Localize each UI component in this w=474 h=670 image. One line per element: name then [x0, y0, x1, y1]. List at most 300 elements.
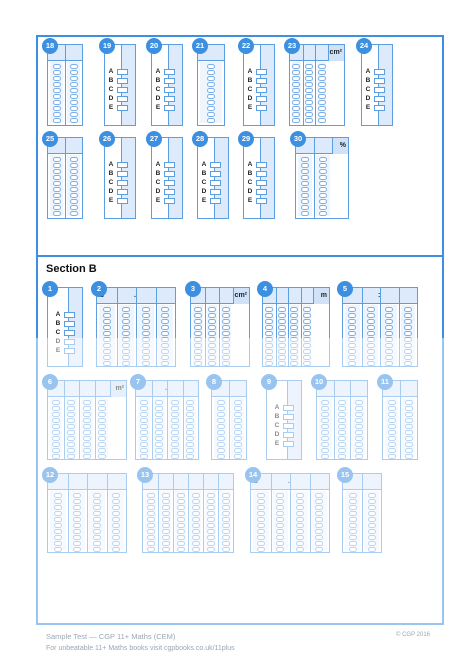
digit-bubble[interactable]	[355, 454, 363, 459]
digit-bubble[interactable]	[155, 400, 163, 405]
digit-bubble[interactable]	[161, 349, 169, 354]
digit-bubble[interactable]	[83, 430, 91, 435]
digit-bubble[interactable]	[405, 400, 413, 405]
digit-bubble[interactable]	[73, 547, 81, 552]
option-box-d[interactable]	[164, 96, 175, 102]
digit-bubble[interactable]	[296, 547, 304, 552]
digit-bubble[interactable]	[355, 442, 363, 447]
digit-bubble[interactable]	[368, 511, 376, 516]
option-box-b[interactable]	[64, 321, 75, 327]
digit-bubble[interactable]	[54, 493, 62, 498]
digit-bubble[interactable]	[355, 436, 363, 441]
digit-bubble[interactable]	[217, 400, 225, 405]
digit-bubble[interactable]	[73, 535, 81, 540]
digit-bubble[interactable]	[83, 436, 91, 441]
digit-bubble[interactable]	[93, 535, 101, 540]
option-box-d[interactable]	[283, 432, 294, 438]
digit-bubble[interactable]	[305, 112, 313, 117]
option-box-b[interactable]	[256, 171, 267, 177]
option-box-d[interactable]	[256, 96, 267, 102]
digit-bubble[interactable]	[53, 64, 61, 69]
digit-bubble[interactable]	[162, 541, 170, 546]
digit-bubble[interactable]	[155, 412, 163, 417]
digit-bubble[interactable]	[140, 424, 148, 429]
digit-bubble[interactable]	[301, 181, 309, 186]
digit-bubble[interactable]	[67, 424, 75, 429]
digit-bubble[interactable]	[368, 535, 376, 540]
digit-bubble[interactable]	[234, 418, 242, 423]
digit-bubble[interactable]	[405, 418, 413, 423]
digit-bubble[interactable]	[265, 349, 273, 354]
digit-bubble[interactable]	[303, 331, 311, 336]
digit-bubble[interactable]	[276, 505, 284, 510]
digit-bubble[interactable]	[112, 493, 120, 498]
digit-bubble[interactable]	[155, 454, 163, 459]
digit-bubble[interactable]	[318, 106, 326, 111]
digit-bubble[interactable]	[296, 511, 304, 516]
digit-bubble[interactable]	[171, 400, 179, 405]
digit-bubble[interactable]	[53, 100, 61, 105]
digit-bubble[interactable]	[276, 511, 284, 516]
digit-bubble[interactable]	[186, 454, 194, 459]
option-box-c[interactable]	[256, 87, 267, 93]
digit-bubble[interactable]	[388, 442, 396, 447]
option-box-a[interactable]	[374, 69, 385, 75]
digit-bubble[interactable]	[70, 100, 78, 105]
digit-bubble[interactable]	[349, 523, 357, 528]
digit-bubble[interactable]	[319, 175, 327, 180]
digit-bubble[interactable]	[122, 331, 130, 336]
digit-bubble[interactable]	[73, 493, 81, 498]
digit-bubble[interactable]	[319, 205, 327, 210]
digit-bubble[interactable]	[194, 361, 202, 366]
digit-bubble[interactable]	[303, 361, 311, 366]
option-box-a[interactable]	[64, 312, 75, 318]
digit-bubble[interactable]	[368, 547, 376, 552]
digit-bubble[interactable]	[303, 337, 311, 342]
digit-bubble[interactable]	[83, 418, 91, 423]
digit-bubble[interactable]	[103, 307, 111, 312]
digit-bubble[interactable]	[367, 307, 375, 312]
digit-bubble[interactable]	[208, 355, 216, 360]
digit-bubble[interactable]	[186, 448, 194, 453]
digit-bubble[interactable]	[222, 523, 230, 528]
digit-bubble[interactable]	[140, 442, 148, 447]
digit-bubble[interactable]	[103, 319, 111, 324]
digit-bubble[interactable]	[338, 454, 346, 459]
digit-bubble[interactable]	[73, 517, 81, 522]
digit-bubble[interactable]	[321, 400, 329, 405]
digit-bubble[interactable]	[142, 325, 150, 330]
digit-bubble[interactable]	[53, 187, 61, 192]
digit-bubble[interactable]	[301, 157, 309, 162]
digit-bubble[interactable]	[278, 313, 286, 318]
digit-bubble[interactable]	[222, 547, 230, 552]
digit-bubble[interactable]	[234, 400, 242, 405]
digit-bubble[interactable]	[208, 319, 216, 324]
digit-bubble[interactable]	[257, 499, 265, 504]
digit-bubble[interactable]	[142, 343, 150, 348]
digit-bubble[interactable]	[222, 505, 230, 510]
digit-bubble[interactable]	[217, 412, 225, 417]
digit-bubble[interactable]	[83, 424, 91, 429]
digit-bubble[interactable]	[194, 331, 202, 336]
digit-bubble[interactable]	[319, 169, 327, 174]
digit-bubble[interactable]	[348, 331, 356, 336]
digit-bubble[interactable]	[349, 541, 357, 546]
digit-bubble[interactable]	[217, 430, 225, 435]
digit-bubble[interactable]	[278, 307, 286, 312]
digit-bubble[interactable]	[265, 331, 273, 336]
digit-bubble[interactable]	[388, 406, 396, 411]
digit-bubble[interactable]	[338, 412, 346, 417]
digit-bubble[interactable]	[290, 343, 298, 348]
digit-bubble[interactable]	[234, 442, 242, 447]
digit-bubble[interactable]	[171, 436, 179, 441]
option-box-e[interactable]	[210, 198, 221, 204]
digit-bubble[interactable]	[222, 331, 230, 336]
digit-bubble[interactable]	[321, 406, 329, 411]
digit-bubble[interactable]	[276, 541, 284, 546]
digit-bubble[interactable]	[405, 412, 413, 417]
option-box-e[interactable]	[164, 198, 175, 204]
digit-bubble[interactable]	[93, 505, 101, 510]
digit-bubble[interactable]	[404, 307, 412, 312]
digit-bubble[interactable]	[318, 76, 326, 81]
digit-bubble[interactable]	[98, 424, 106, 429]
digit-bubble[interactable]	[348, 355, 356, 360]
digit-bubble[interactable]	[355, 412, 363, 417]
option-box-c[interactable]	[210, 180, 221, 186]
digit-bubble[interactable]	[122, 355, 130, 360]
option-box-c[interactable]	[117, 87, 128, 93]
digit-bubble[interactable]	[348, 361, 356, 366]
digit-bubble[interactable]	[140, 418, 148, 423]
digit-bubble[interactable]	[103, 313, 111, 318]
digit-bubble[interactable]	[303, 343, 311, 348]
digit-bubble[interactable]	[83, 442, 91, 447]
digit-bubble[interactable]	[278, 355, 286, 360]
digit-bubble[interactable]	[265, 325, 273, 330]
digit-bubble[interactable]	[367, 355, 375, 360]
option-box-b[interactable]	[210, 171, 221, 177]
digit-bubble[interactable]	[54, 541, 62, 546]
digit-bubble[interactable]	[53, 205, 61, 210]
digit-bubble[interactable]	[405, 436, 413, 441]
option-box-a[interactable]	[283, 405, 294, 411]
digit-bubble[interactable]	[385, 349, 393, 354]
digit-bubble[interactable]	[257, 529, 265, 534]
digit-bubble[interactable]	[292, 82, 300, 87]
digit-bubble[interactable]	[257, 535, 265, 540]
option-box-e[interactable]	[256, 105, 267, 111]
digit-bubble[interactable]	[103, 361, 111, 366]
digit-bubble[interactable]	[98, 418, 106, 423]
digit-bubble[interactable]	[103, 331, 111, 336]
digit-bubble[interactable]	[142, 331, 150, 336]
digit-bubble[interactable]	[265, 319, 273, 324]
digit-bubble[interactable]	[367, 337, 375, 342]
digit-bubble[interactable]	[257, 517, 265, 522]
digit-bubble[interactable]	[53, 106, 61, 111]
digit-bubble[interactable]	[142, 361, 150, 366]
digit-bubble[interactable]	[192, 541, 200, 546]
digit-bubble[interactable]	[292, 70, 300, 75]
digit-bubble[interactable]	[207, 118, 215, 123]
digit-bubble[interactable]	[147, 505, 155, 510]
digit-bubble[interactable]	[52, 400, 60, 405]
digit-bubble[interactable]	[207, 106, 215, 111]
digit-bubble[interactable]	[103, 325, 111, 330]
digit-bubble[interactable]	[53, 199, 61, 204]
digit-bubble[interactable]	[234, 424, 242, 429]
digit-bubble[interactable]	[103, 349, 111, 354]
digit-bubble[interactable]	[73, 523, 81, 528]
digit-bubble[interactable]	[290, 313, 298, 318]
digit-bubble[interactable]	[70, 118, 78, 123]
digit-bubble[interactable]	[194, 349, 202, 354]
digit-bubble[interactable]	[186, 436, 194, 441]
digit-bubble[interactable]	[147, 499, 155, 504]
digit-bubble[interactable]	[319, 157, 327, 162]
digit-bubble[interactable]	[53, 112, 61, 117]
digit-bubble[interactable]	[388, 412, 396, 417]
digit-bubble[interactable]	[349, 511, 357, 516]
digit-bubble[interactable]	[207, 100, 215, 105]
digit-bubble[interactable]	[98, 442, 106, 447]
digit-bubble[interactable]	[318, 88, 326, 93]
digit-bubble[interactable]	[54, 499, 62, 504]
digit-bubble[interactable]	[140, 406, 148, 411]
digit-bubble[interactable]	[122, 343, 130, 348]
digit-bubble[interactable]	[147, 529, 155, 534]
digit-bubble[interactable]	[52, 436, 60, 441]
digit-bubble[interactable]	[404, 361, 412, 366]
digit-bubble[interactable]	[142, 307, 150, 312]
option-box-e[interactable]	[117, 105, 128, 111]
digit-bubble[interactable]	[186, 442, 194, 447]
digit-bubble[interactable]	[318, 70, 326, 75]
digit-bubble[interactable]	[388, 400, 396, 405]
digit-bubble[interactable]	[192, 535, 200, 540]
digit-bubble[interactable]	[315, 529, 323, 534]
digit-bubble[interactable]	[278, 319, 286, 324]
digit-bubble[interactable]	[338, 448, 346, 453]
digit-bubble[interactable]	[388, 436, 396, 441]
digit-bubble[interactable]	[194, 313, 202, 318]
digit-bubble[interactable]	[70, 199, 78, 204]
digit-bubble[interactable]	[70, 187, 78, 192]
digit-bubble[interactable]	[147, 541, 155, 546]
digit-bubble[interactable]	[70, 112, 78, 117]
digit-bubble[interactable]	[222, 517, 230, 522]
digit-bubble[interactable]	[53, 70, 61, 75]
digit-bubble[interactable]	[321, 442, 329, 447]
digit-bubble[interactable]	[52, 406, 60, 411]
digit-bubble[interactable]	[83, 412, 91, 417]
digit-bubble[interactable]	[54, 547, 62, 552]
digit-bubble[interactable]	[161, 313, 169, 318]
digit-bubble[interactable]	[290, 361, 298, 366]
digit-bubble[interactable]	[83, 400, 91, 405]
digit-bubble[interactable]	[177, 529, 185, 534]
digit-bubble[interactable]	[234, 454, 242, 459]
digit-bubble[interactable]	[405, 448, 413, 453]
digit-bubble[interactable]	[405, 454, 413, 459]
digit-bubble[interactable]	[171, 412, 179, 417]
digit-bubble[interactable]	[147, 523, 155, 528]
option-box-c[interactable]	[374, 87, 385, 93]
option-box-b[interactable]	[164, 171, 175, 177]
digit-bubble[interactable]	[222, 361, 230, 366]
digit-bubble[interactable]	[147, 547, 155, 552]
digit-bubble[interactable]	[162, 505, 170, 510]
digit-bubble[interactable]	[292, 106, 300, 111]
digit-bubble[interactable]	[192, 547, 200, 552]
option-box-a[interactable]	[164, 162, 175, 168]
digit-bubble[interactable]	[70, 181, 78, 186]
digit-bubble[interactable]	[385, 355, 393, 360]
digit-bubble[interactable]	[222, 343, 230, 348]
digit-bubble[interactable]	[140, 400, 148, 405]
digit-bubble[interactable]	[52, 430, 60, 435]
digit-bubble[interactable]	[67, 454, 75, 459]
digit-bubble[interactable]	[83, 406, 91, 411]
digit-bubble[interactable]	[161, 325, 169, 330]
option-box-d[interactable]	[117, 96, 128, 102]
digit-bubble[interactable]	[290, 331, 298, 336]
digit-bubble[interactable]	[318, 118, 326, 123]
digit-bubble[interactable]	[162, 535, 170, 540]
digit-bubble[interactable]	[140, 454, 148, 459]
digit-bubble[interactable]	[338, 400, 346, 405]
digit-bubble[interactable]	[385, 313, 393, 318]
digit-bubble[interactable]	[321, 418, 329, 423]
digit-bubble[interactable]	[222, 349, 230, 354]
digit-bubble[interactable]	[53, 76, 61, 81]
digit-bubble[interactable]	[177, 517, 185, 522]
digit-bubble[interactable]	[348, 307, 356, 312]
digit-bubble[interactable]	[162, 523, 170, 528]
digit-bubble[interactable]	[305, 100, 313, 105]
digit-bubble[interactable]	[290, 355, 298, 360]
digit-bubble[interactable]	[404, 355, 412, 360]
digit-bubble[interactable]	[54, 505, 62, 510]
digit-bubble[interactable]	[222, 529, 230, 534]
digit-bubble[interactable]	[73, 541, 81, 546]
digit-bubble[interactable]	[112, 511, 120, 516]
digit-bubble[interactable]	[53, 169, 61, 174]
digit-bubble[interactable]	[171, 448, 179, 453]
digit-bubble[interactable]	[186, 430, 194, 435]
digit-bubble[interactable]	[112, 523, 120, 528]
digit-bubble[interactable]	[186, 424, 194, 429]
digit-bubble[interactable]	[348, 319, 356, 324]
digit-bubble[interactable]	[338, 418, 346, 423]
digit-bubble[interactable]	[112, 517, 120, 522]
digit-bubble[interactable]	[301, 211, 309, 216]
digit-bubble[interactable]	[70, 64, 78, 69]
digit-bubble[interactable]	[276, 547, 284, 552]
digit-bubble[interactable]	[162, 499, 170, 504]
digit-bubble[interactable]	[103, 337, 111, 342]
digit-bubble[interactable]	[290, 349, 298, 354]
digit-bubble[interactable]	[405, 442, 413, 447]
digit-bubble[interactable]	[305, 118, 313, 123]
digit-bubble[interactable]	[93, 517, 101, 522]
option-box-a[interactable]	[117, 162, 128, 168]
option-box-b[interactable]	[117, 171, 128, 177]
digit-bubble[interactable]	[67, 418, 75, 423]
digit-bubble[interactable]	[278, 331, 286, 336]
digit-bubble[interactable]	[319, 187, 327, 192]
digit-bubble[interactable]	[404, 337, 412, 342]
digit-bubble[interactable]	[303, 307, 311, 312]
digit-bubble[interactable]	[194, 325, 202, 330]
option-box-e[interactable]	[256, 198, 267, 204]
digit-bubble[interactable]	[54, 535, 62, 540]
digit-bubble[interactable]	[315, 541, 323, 546]
digit-bubble[interactable]	[217, 448, 225, 453]
digit-bubble[interactable]	[70, 157, 78, 162]
digit-bubble[interactable]	[194, 319, 202, 324]
digit-bubble[interactable]	[303, 325, 311, 330]
digit-bubble[interactable]	[305, 106, 313, 111]
digit-bubble[interactable]	[70, 82, 78, 87]
digit-bubble[interactable]	[385, 337, 393, 342]
digit-bubble[interactable]	[338, 436, 346, 441]
digit-bubble[interactable]	[177, 547, 185, 552]
digit-bubble[interactable]	[349, 529, 357, 534]
option-box-c[interactable]	[256, 180, 267, 186]
digit-bubble[interactable]	[177, 511, 185, 516]
digit-bubble[interactable]	[257, 547, 265, 552]
option-box-c[interactable]	[164, 87, 175, 93]
digit-bubble[interactable]	[67, 448, 75, 453]
digit-bubble[interactable]	[142, 355, 150, 360]
digit-bubble[interactable]	[52, 442, 60, 447]
digit-bubble[interactable]	[222, 337, 230, 342]
digit-bubble[interactable]	[404, 331, 412, 336]
digit-bubble[interactable]	[53, 118, 61, 123]
digit-bubble[interactable]	[222, 541, 230, 546]
digit-bubble[interactable]	[207, 88, 215, 93]
digit-bubble[interactable]	[142, 349, 150, 354]
digit-bubble[interactable]	[367, 331, 375, 336]
digit-bubble[interactable]	[208, 343, 216, 348]
digit-bubble[interactable]	[53, 181, 61, 186]
option-box-c[interactable]	[164, 180, 175, 186]
digit-bubble[interactable]	[385, 343, 393, 348]
digit-bubble[interactable]	[315, 499, 323, 504]
digit-bubble[interactable]	[142, 319, 150, 324]
digit-bubble[interactable]	[234, 406, 242, 411]
digit-bubble[interactable]	[319, 193, 327, 198]
option-box-e[interactable]	[164, 105, 175, 111]
digit-bubble[interactable]	[315, 517, 323, 522]
digit-bubble[interactable]	[404, 319, 412, 324]
digit-bubble[interactable]	[292, 118, 300, 123]
digit-bubble[interactable]	[53, 175, 61, 180]
digit-bubble[interactable]	[122, 319, 130, 324]
digit-bubble[interactable]	[404, 343, 412, 348]
digit-bubble[interactable]	[222, 499, 230, 504]
digit-bubble[interactable]	[98, 412, 106, 417]
digit-bubble[interactable]	[171, 430, 179, 435]
digit-bubble[interactable]	[208, 361, 216, 366]
digit-bubble[interactable]	[318, 82, 326, 87]
digit-bubble[interactable]	[53, 163, 61, 168]
